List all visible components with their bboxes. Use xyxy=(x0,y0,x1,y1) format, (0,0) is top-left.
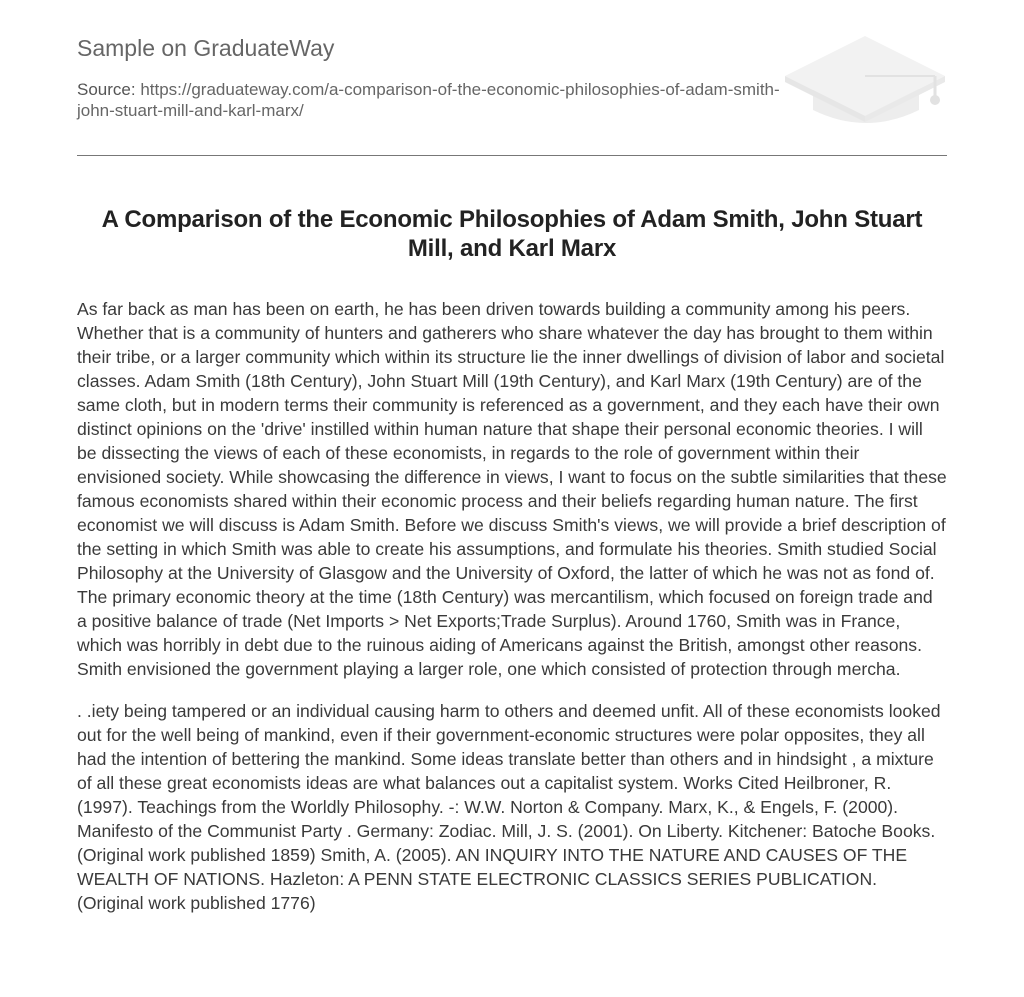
paragraph-intro: As far back as man has been on earth, he has been driven towards building a community among his peers. Whether that is a community of hunters and gatherers who share whatever the day has brought to them within their tribe, or a larger community which within its structure lie the inner dwellings of division of labor and societal classes. Adam Smith (18th Century), John Stuart Mill (19th Century), and Karl Marx (19th Century) are of the same cloth, but in modern terms their community is referenced as a government, and they each have their own distinct opinions on the 'drive' instilled within human nature that shape their personal economic theories. I will be dissecting the views of each of these economists, in regards to the role of government within their envisioned society. While showcasing the difference in views, I want to focus on the subtle similarities that these famous economists shared within their economic process and their beliefs regarding human nature. The first economist we will discuss is Adam Smith. Before we discuss Smith's views, we will provide a brief description of the setting in which Smith was able to create his assumptions, and formulate his theories. Smith studied Social Philosophy at the University of Glasgow and the University of Oxford, the latter of which he was not as fond of. The primary economic theory at the time (18th Century) was mercantilism, which focused on foreign trade and a positive balance of trade (Net Imports > Net Exports;Trade Surplus). Around 1760, Smith was in France, which was horribly in debt due to the ruinous aiding of Americans against the British, amongst other reasons. Smith envisioned the government playing a larger role, one which consisted of protection through mercha. xyxy=(77,299,947,679)
source-label: Source: xyxy=(77,80,141,99)
header-divider xyxy=(77,155,947,156)
site-title: Sample on GraduateWay xyxy=(77,35,335,61)
graduation-cap-icon xyxy=(783,32,949,132)
article-body xyxy=(77,297,947,933)
source-line xyxy=(77,79,797,121)
paragraph-conclusion: . .iety being tampered or an individual causing harm to others and deemed unfit. All of these economists looked out for the well being of mankind, even if their government-economic structures were polar opposites, they all had the intention of bettering the mankind. Some ideas translate better than others and in hindsight , a mixture of all these great economists ideas are what balances out a capitalist system. Works Cited Heilbroner, R. (1997). Teachings from the Worldly Philosophy. -: W.W. Norton & Company. Marx, K., & Engels, F. (2000). Manifesto of the Communist Party . Germany: Zodiac. Mill, J. S. (2001). On Liberty. Kitchener: Batoche Books. (Original work published 1859) Smith, A. (2005). AN INQUIRY INTO THE NATURE AND CAUSES OF THE WEALTH OF NATIONS. Hazleton: A PENN STATE ELECTRONIC CLASSICS SERIES PUBLICATION. (Original work published 1776) xyxy=(77,701,941,913)
article-title: A Comparison of the Economic Philosophies of Adam Smith, John Stuart Mill, and Karl Marx xyxy=(101,206,923,262)
source-link[interactable]: https://graduateway.com/a-comparison-of-the-economic-philosophies-of-adam-smith-john-stuart-mill-and-karl-marx/ xyxy=(77,80,780,120)
page-header xyxy=(77,34,947,156)
